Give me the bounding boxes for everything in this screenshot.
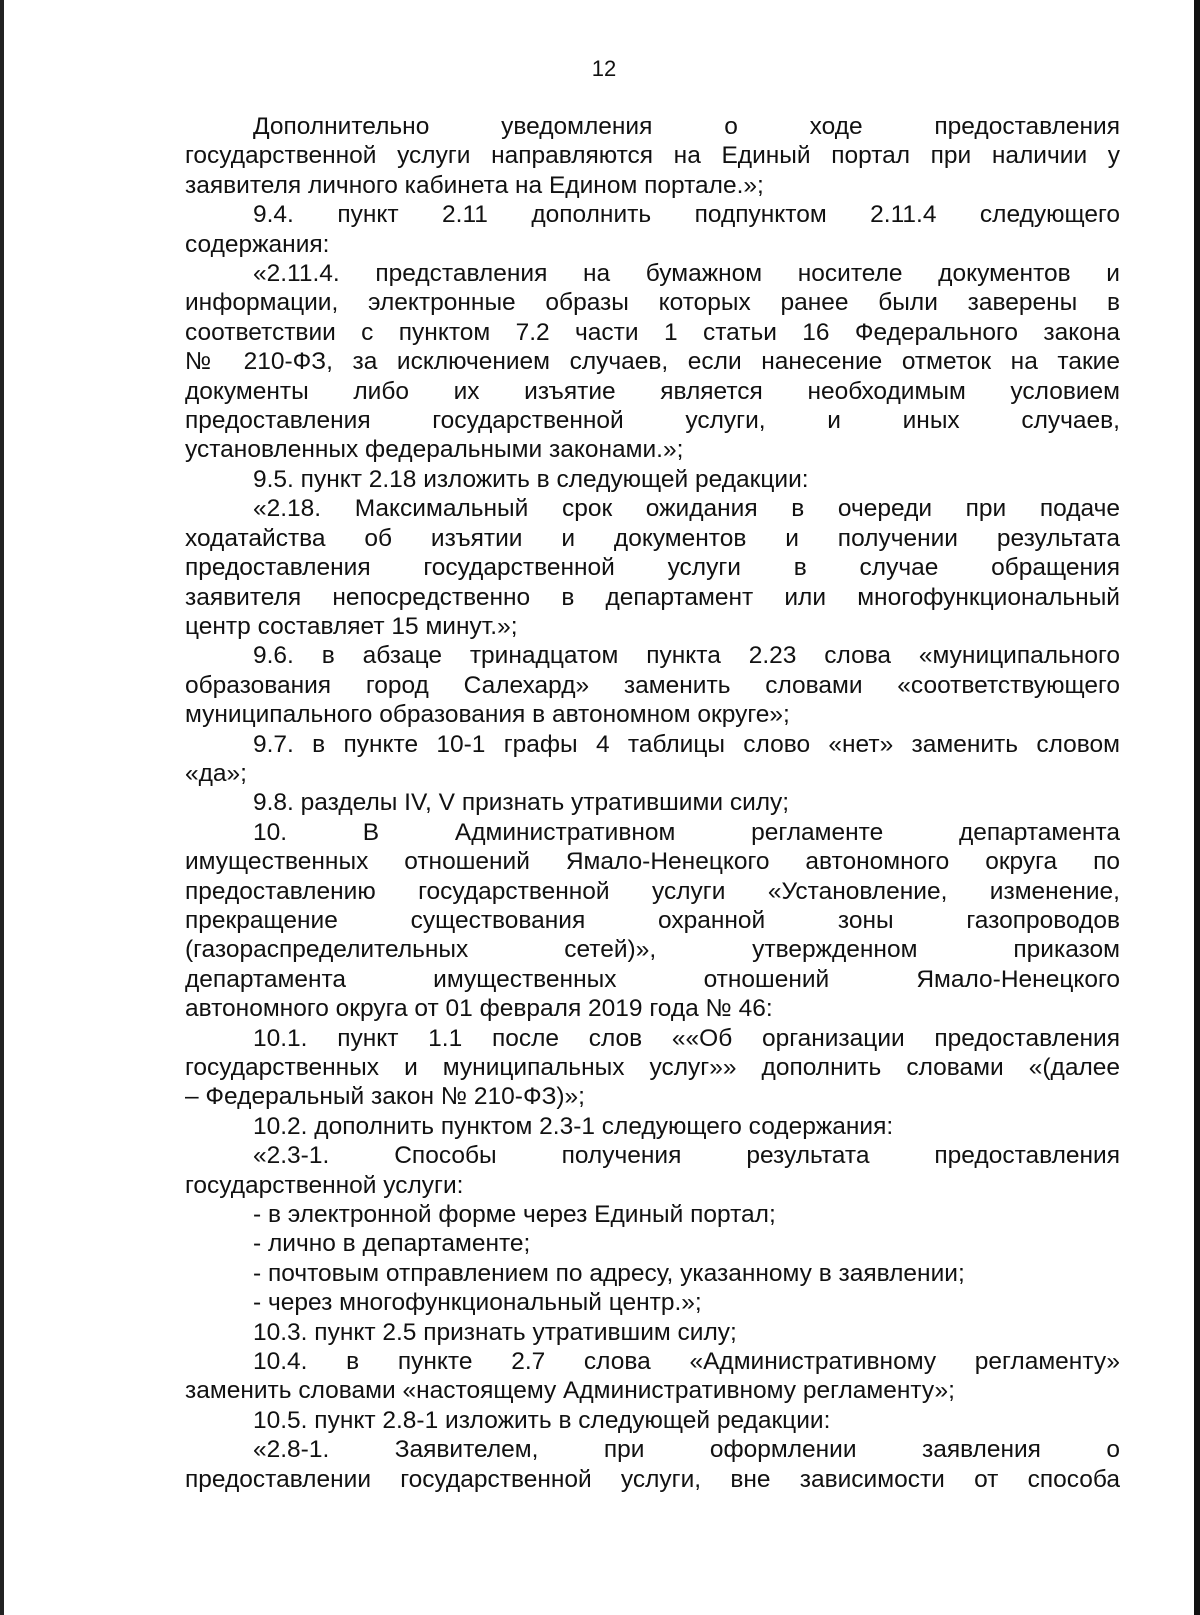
text-line: 10.5. пункт 2.8-1 изложить в следующей редакции:	[253, 1406, 831, 1434]
text-line: центр составляет 15 минут.»;	[185, 612, 518, 640]
paragraph	[185, 788, 1120, 817]
paragraph	[185, 1112, 1120, 1141]
paragraph	[185, 1024, 1120, 1112]
paragraph	[185, 112, 1120, 200]
text-line: «2.11.4. представления на бумажном носителе документов и	[253, 260, 1120, 288]
text-line: 9.6. в абзаце тринадцатом пункта 2.23 слова «муниципального	[253, 642, 1120, 670]
text-line: – Федеральный закон № 210-ФЗ)»;	[185, 1083, 585, 1111]
paragraph	[185, 641, 1120, 729]
text-line: государственных и муниципальных услуг»» дополнить словами «(далее	[185, 1054, 1120, 1081]
text-line: 10.2. дополнить пунктом 2.3-1 следующего содержания:	[253, 1112, 894, 1140]
paragraph	[185, 1259, 1120, 1288]
paragraph	[185, 1200, 1120, 1229]
text-line: имущественных отношений Ямало-Ненецкого автономного округа по	[185, 848, 1120, 876]
text-line: прекращение существования охранной зоны газопроводов	[185, 906, 1120, 934]
text-line: ходатайства об изъятии и документов и получении результата	[185, 524, 1120, 552]
text-line: предоставлении государственной услуги, вне зависимости от способа	[185, 1465, 1120, 1493]
text-line: 9.7. в пункте 10-1 графы 4 таблицы слово «нет» заменить словом	[253, 730, 1120, 758]
text-line: предоставлению государственной услуги «Установление, изменение,	[185, 877, 1120, 905]
paragraph	[185, 1435, 1120, 1494]
paragraph	[185, 200, 1120, 259]
text-line: государственной услуги направляются на Единый портал при наличии у	[185, 142, 1120, 170]
text-line: «2.3-1. Способы получения результата предоставления	[253, 1142, 1120, 1170]
text-line: «2.18. Максимальный срок ожидания в очереди при подаче	[253, 495, 1120, 523]
text-line: государственной услуги:	[185, 1171, 464, 1199]
text-line: «да»;	[185, 759, 247, 787]
text-line: заявителя непосредственно в департамент или многофункциональный	[185, 583, 1120, 611]
text-line: установленных федеральными законами.»;	[185, 436, 684, 464]
text-line: 9.8. разделы IV, V признать утратившими силу;	[253, 789, 790, 817]
text-line: № 210-ФЗ, за исключением случаев, если нанесение отметок на такие	[185, 348, 1120, 376]
text-line: образования город Салехард» заменить словами «соответствующего	[185, 671, 1120, 699]
paragraph	[185, 1141, 1120, 1200]
paragraph	[185, 730, 1120, 789]
text-line: информации, электронные образы которых ранее были заверены в	[185, 289, 1120, 317]
text-line: - почтовым отправлением по адресу, указанному в заявлении;	[253, 1259, 965, 1287]
text-line: - лично в департаменте;	[253, 1230, 531, 1258]
paragraph	[185, 818, 1120, 1024]
paragraph	[185, 1347, 1120, 1406]
text-line: «2.8-1. Заявителем, при оформлении заявления о	[253, 1436, 1120, 1464]
document-body	[185, 112, 1120, 1494]
text-line: предоставления государственной услуги в случае обращения	[185, 554, 1120, 582]
text-line: заменить словами «настоящему Административному регламенту»;	[185, 1377, 955, 1405]
text-line: автономного округа от 01 февраля 2019 года № 46:	[185, 995, 773, 1023]
paragraph	[185, 259, 1120, 465]
text-line: - через многофункциональный центр.»;	[253, 1289, 702, 1317]
paragraph	[185, 1288, 1120, 1317]
text-line: Дополнительно уведомления о ходе предоставления	[253, 113, 1120, 140]
text-line: предоставления государственной услуги, и иных случаев,	[185, 407, 1120, 435]
paragraph	[185, 1318, 1120, 1347]
text-line: департамента имущественных отношений Ямало-Ненецкого	[185, 965, 1120, 993]
text-line: документы либо их изъятие является необходимым условием	[185, 377, 1120, 405]
paragraph	[185, 1406, 1120, 1435]
text-line: 9.4. пункт 2.11 дополнить подпунктом 2.11.4 следующего	[253, 201, 1120, 229]
text-line: содержания:	[185, 230, 330, 258]
text-line: - в электронной форме через Единый портал;	[253, 1201, 776, 1229]
text-line: 9.5. пункт 2.18 изложить в следующей редакции:	[253, 465, 809, 493]
paragraph	[185, 465, 1120, 494]
text-line: 10. В Административном регламенте департамента	[253, 818, 1120, 846]
text-line: (газораспределительных сетей)», утвержденном приказом	[185, 936, 1120, 964]
text-line: 10.4. в пункте 2.7 слова «Административному регламенту»	[253, 1348, 1120, 1376]
text-line: соответствии с пунктом 7.2 части 1 статьи 16 Федерального закона	[185, 318, 1120, 346]
text-line: 10.1. пункт 1.1 после слов ««Об организации предоставления	[253, 1024, 1120, 1052]
paragraph	[185, 494, 1120, 641]
text-line: муниципального образования в автономном округе»;	[185, 701, 790, 729]
page-number: 12	[591, 56, 617, 81]
text-line: заявителя личного кабинета на Едином портале.»;	[185, 171, 764, 199]
paragraph	[185, 1229, 1120, 1258]
text-line: 10.3. пункт 2.5 признать утратившим силу;	[253, 1318, 737, 1346]
